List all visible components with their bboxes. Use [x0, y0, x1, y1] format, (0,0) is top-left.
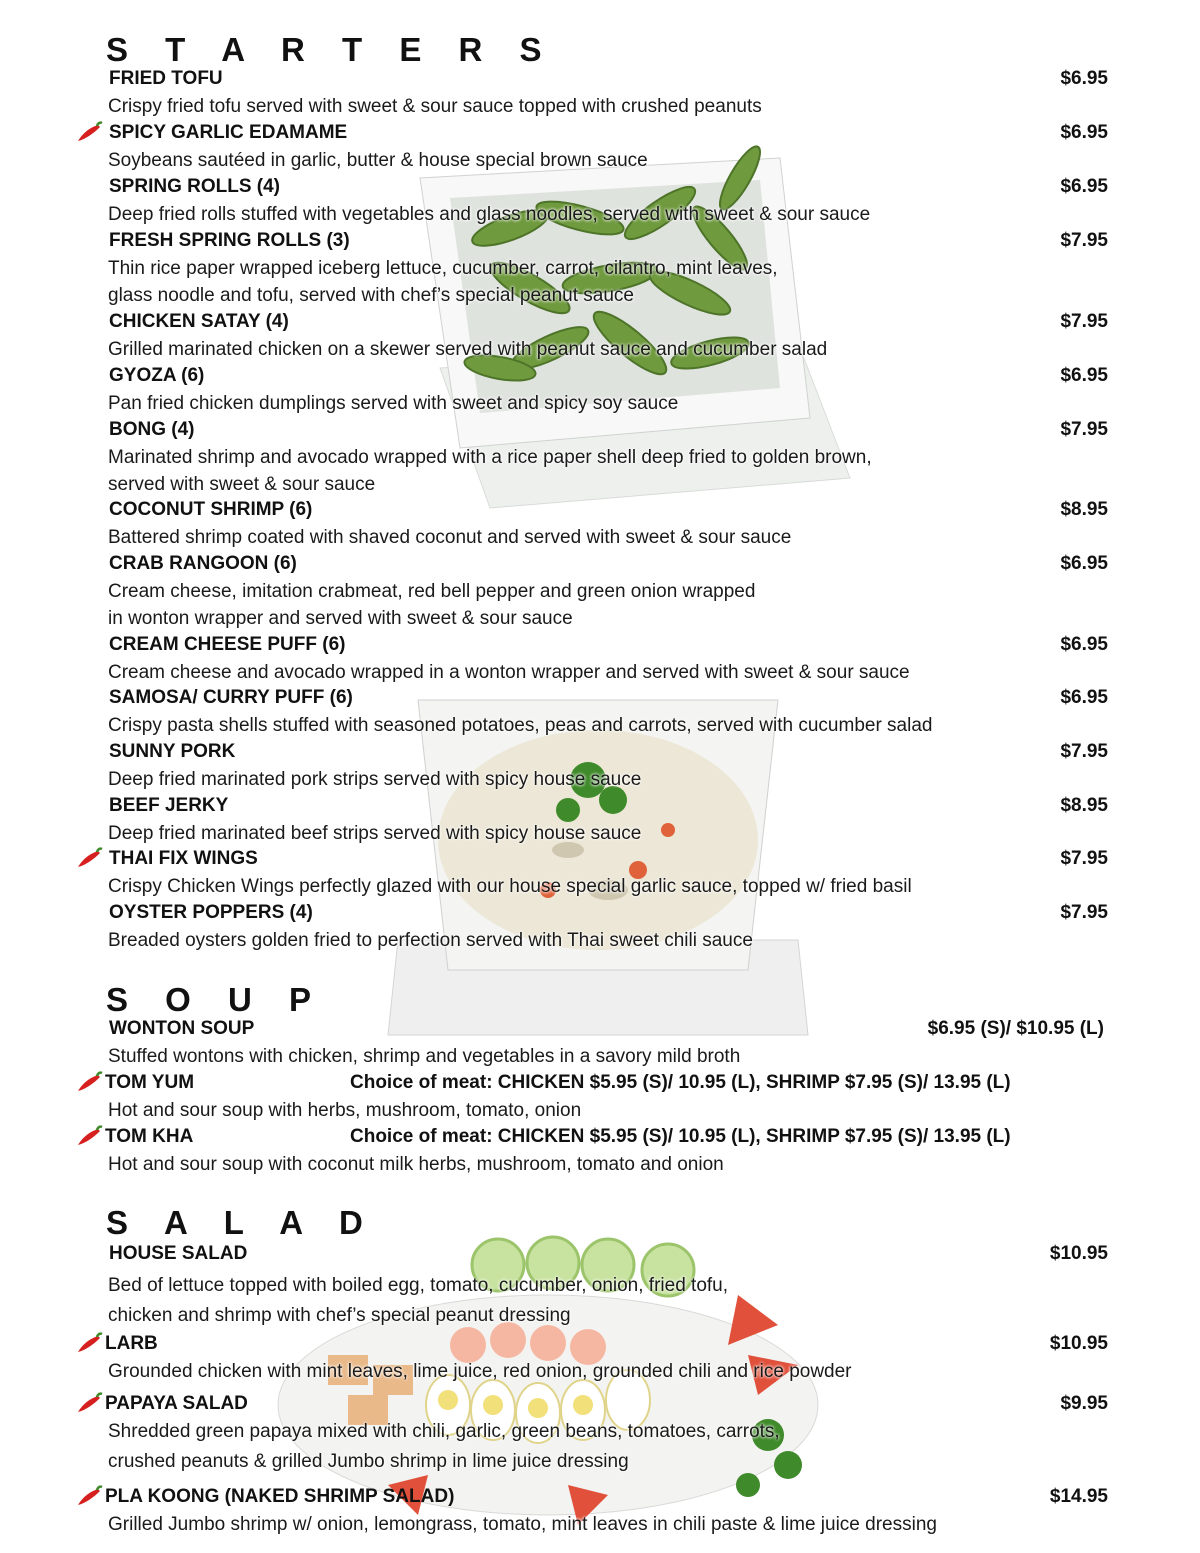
item-name: OYSTER POPPERS (4)	[109, 902, 313, 923]
item-price: $7.95	[1060, 230, 1108, 251]
item-price: $6.95	[1060, 176, 1108, 197]
item-description: Grilled marinated chicken on a skewer served with peanut sauce and cucumber salad	[108, 339, 828, 360]
item-description: chicken and shrimp with chef’s special peanut dressing	[108, 1305, 571, 1326]
item-name: TOM YUM	[105, 1072, 195, 1093]
section-title-salad: S A L A D	[106, 1204, 377, 1241]
chili-pepper-icon	[74, 1332, 104, 1356]
item-description: Shredded green papaya mixed with chili, garlic, green beans, tomatoes, carrots,	[108, 1421, 780, 1442]
item-description: Deep fried rolls stuffed with vegetables and glass noodles, served with sweet & sour sauce	[108, 204, 871, 225]
item-price: $14.95	[1049, 1486, 1108, 1507]
item-name: PLA KOONG (NAKED SHRIMP SALAD)	[105, 1486, 455, 1507]
item-description: Cream cheese, imitation crabmeat, red bell pepper and green onion wrapped	[108, 581, 756, 602]
item-name: SAMOSA/ CURRY PUFF (6)	[109, 687, 353, 708]
chili-pepper-icon	[74, 1392, 104, 1416]
meat-choice-prices: Choice of meat: CHICKEN $5.95 (S)/ 10.95 (L), SHRIMP $7.95 (S)/ 13.95 (L)	[350, 1126, 1011, 1147]
item-price: $7.95	[1060, 419, 1108, 440]
item-description: Deep fried marinated beef strips served with spicy house sauce	[108, 823, 642, 844]
item-description: Grilled Jumbo shrimp w/ onion, lemongrass, tomato, mint leaves in chili paste & lime juice dressing	[108, 1514, 937, 1535]
item-description: Grounded chicken with mint leaves, lime juice, red onion, grounded chili and rice powder	[108, 1361, 852, 1382]
item-price: $7.95	[1060, 902, 1108, 923]
item-name: TOM KHA	[105, 1126, 194, 1147]
item-name: CHICKEN SATAY (4)	[109, 311, 289, 332]
item-description: Deep fried marinated pork strips served with spicy house sauce	[108, 769, 642, 790]
chili-pepper-icon	[74, 121, 104, 145]
item-description: Stuffed wontons with chicken, shrimp and vegetables in a savory mild broth	[108, 1046, 741, 1067]
item-description: Crispy pasta shells stuffed with seasoned potatoes, peas and carrots, served with cucumber salad	[108, 715, 933, 736]
item-description: Cream cheese and avocado wrapped in a wonton wrapper and served with sweet & sour sauce	[108, 662, 910, 683]
item-description: served with sweet & sour sauce	[108, 474, 376, 495]
chili-pepper-icon	[74, 1071, 104, 1095]
item-name: SUNNY PORK	[109, 741, 236, 762]
item-price: $7.95	[1060, 311, 1108, 332]
item-price: $6.95	[1060, 122, 1108, 143]
item-name: WONTON SOUP	[109, 1018, 255, 1039]
item-name: LARB	[105, 1333, 158, 1354]
item-name: BONG (4)	[109, 419, 195, 440]
item-price: $8.95	[1060, 795, 1108, 816]
section-title-soup: S O U P	[106, 981, 326, 1018]
item-description: Crispy Chicken Wings perfectly glazed with our house special garlic sauce, topped w/ fried basil	[108, 876, 912, 897]
meat-choice-prices: Choice of meat: CHICKEN $5.95 (S)/ 10.95 (L), SHRIMP $7.95 (S)/ 13.95 (L)	[350, 1072, 1011, 1093]
item-price: $10.95	[1049, 1243, 1108, 1264]
item-description: glass noodle and tofu, served with chef’s special peanut sauce	[108, 285, 634, 306]
item-name: SPICY GARLIC EDAMAME	[109, 122, 348, 143]
item-name: CRAB RANGOON (6)	[109, 553, 297, 574]
item-price: $6.95	[1060, 68, 1108, 89]
item-price: $6.95	[1060, 687, 1108, 708]
item-price: $9.95	[1060, 1393, 1108, 1414]
item-price: $10.95	[1049, 1333, 1108, 1354]
item-name: SPRING ROLLS (4)	[109, 176, 281, 197]
item-name: HOUSE SALAD	[109, 1243, 248, 1264]
item-price: $6.95	[1060, 365, 1108, 386]
item-name: COCONUT SHRIMP (6)	[109, 499, 313, 520]
item-description: Breaded oysters golden fried to perfection served with Thai sweet chili sauce	[108, 930, 753, 951]
item-name: BEEF JERKY	[109, 795, 229, 816]
item-name: FRIED TOFU	[109, 68, 223, 89]
section-title-starters: S T A R T E R S	[106, 31, 556, 68]
item-price: $6.95	[1060, 634, 1108, 655]
item-price: $8.95	[1060, 499, 1108, 520]
item-name: CREAM CHEESE PUFF (6)	[109, 634, 346, 655]
item-name: GYOZA (6)	[109, 365, 205, 386]
item-price: $6.95	[1060, 553, 1108, 574]
chili-pepper-icon	[74, 1125, 104, 1149]
item-price: $7.95	[1060, 848, 1108, 869]
item-price: $6.95 (S)/ $10.95 (L)	[927, 1018, 1104, 1039]
item-description: Crispy fried tofu served with sweet & sour sauce topped with crushed peanuts	[108, 96, 762, 117]
item-name: THAI FIX WINGS	[109, 848, 258, 869]
item-name: FRESH SPRING ROLLS (3)	[109, 230, 350, 251]
item-description: Thin rice paper wrapped iceberg lettuce, cucumber, carrot, cilantro, mint leaves,	[108, 258, 778, 279]
item-description: Hot and sour soup with herbs, mushroom, tomato, onion	[108, 1100, 582, 1121]
chili-pepper-icon	[74, 1485, 104, 1509]
item-name: PAPAYA SALAD	[105, 1393, 248, 1414]
item-description: Battered shrimp coated with shaved coconut and served with sweet & sour sauce	[108, 527, 792, 548]
chili-pepper-icon	[74, 847, 104, 871]
item-description: in wonton wrapper and served with sweet & sour sauce	[108, 608, 573, 629]
item-description: Pan fried chicken dumplings served with sweet and spicy soy sauce	[108, 393, 679, 414]
item-description: crushed peanuts & grilled Jumbo shrimp in lime juice dressing	[108, 1451, 629, 1472]
item-description: Bed of lettuce topped with boiled egg, tomato, cucumber, onion, fried tofu,	[108, 1275, 729, 1296]
item-description: Marinated shrimp and avocado wrapped with a rice paper shell deep fried to golden brown,	[108, 447, 872, 468]
item-price: $7.95	[1060, 741, 1108, 762]
item-description: Soybeans sautéed in garlic, butter & house special brown sauce	[108, 150, 648, 171]
item-description: Hot and sour soup with coconut milk herbs, mushroom, tomato and onion	[108, 1154, 724, 1175]
